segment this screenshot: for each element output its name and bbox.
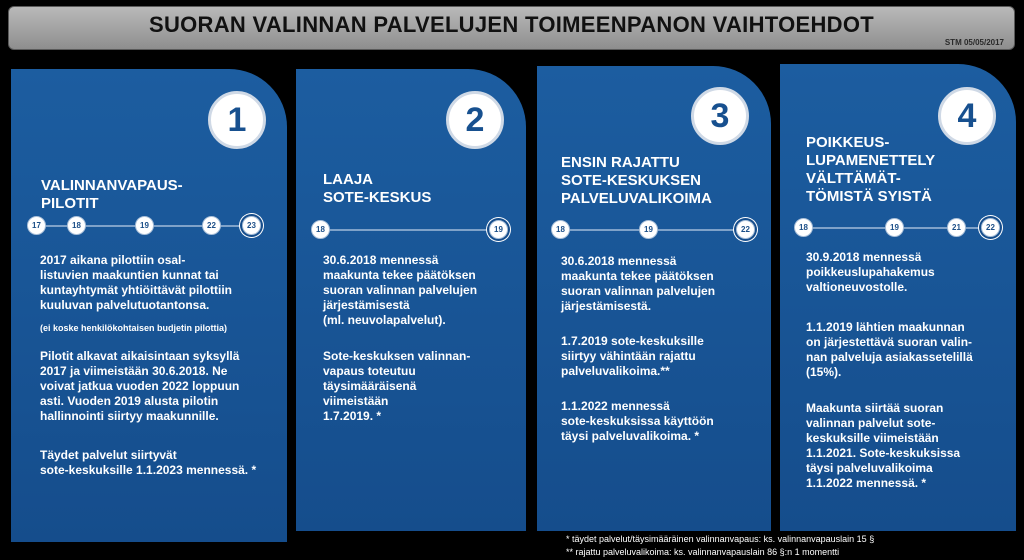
option-number-3: 3 xyxy=(691,87,749,145)
option-text: Sote-keskuksen valinnan- vapaus toteutuu täysimääräisenä viimeistään 1.7.2019. * xyxy=(323,349,471,423)
option-heading-2: LAAJA SOTE-KESKUS xyxy=(323,171,432,206)
option-heading-4: POIKKEUS- LUPAMENETTELY VÄLTTÄMÄT- TÖMISTÄ SYISTÄ xyxy=(806,134,936,205)
option-text: 1.1.2022 mennessä sote-keskuksissa käyttöön täysi palveluvalikoima. * xyxy=(561,399,714,443)
timeline-tick: 22 xyxy=(202,216,221,235)
timeline-tick: 18 xyxy=(551,220,570,239)
timeline-tick: 19 xyxy=(489,220,508,239)
page-title: SUORAN VALINNAN PALVELUJEN TOIMEENPANON VAIHTOEHDOT xyxy=(148,12,875,37)
timeline-tick: 18 xyxy=(67,216,86,235)
footnote: * täydet palvelut/täysimääräinen valinnanvapaus: ks. valinnanvapauslain 15 § xyxy=(566,534,875,544)
option-number-4: 4 xyxy=(938,87,996,145)
option-heading-3: ENSIN RAJATTU SOTE-KESKUKSEN PALVELUVALIKOIMA xyxy=(561,154,712,207)
timeline-tick: 18 xyxy=(794,218,813,237)
timeline-tick: 22 xyxy=(736,220,755,239)
option-number-1: 1 xyxy=(208,91,266,149)
option-heading-1: VALINNANVAPAUS- PILOTIT xyxy=(41,177,183,212)
card-option-4 xyxy=(780,64,1016,531)
timeline-tick: 19 xyxy=(639,220,658,239)
card-option-2 xyxy=(296,69,526,531)
card-option-1 xyxy=(11,69,287,542)
option-text: Pilotit alkavat aikaisintaan syksyllä 2017 ja viimeistään 30.6.2018. Ne voivat jatkua vuoden 2022 loppuun asti. Vuoden 2019 alusta pilotin hallinnointi siirtyy maakunnille. xyxy=(40,349,240,423)
title-bar xyxy=(8,6,1015,50)
option-text: 2017 aikana pilottiin osal- listuvien maakuntien kunnat tai kuntayhtymät yhtiöittävät pilottiin kuuluvan palvelutuotantonsa. xyxy=(40,253,233,312)
option-text: 30.6.2018 mennessä maakunta tekee päätöksen suoran valinnan palvelujen järjestämisestä (ml. neuvolapalvelut). xyxy=(323,253,478,327)
option-text: 1.7.2019 sote-keskuksille siirtyy vähintään rajattu palveluvalikoima.** xyxy=(561,334,704,378)
timeline-tick: 23 xyxy=(242,216,261,235)
timeline-tick: 17 xyxy=(27,216,46,235)
option-text: 30.9.2018 mennessä poikkeuslupahakemus valtioneuvostolle. xyxy=(806,250,935,294)
timeline-tick: 19 xyxy=(885,218,904,237)
option-note: (ei koske henkilökohtaisen budjetin pilottia) xyxy=(40,323,228,333)
timeline-tick: 22 xyxy=(981,218,1000,237)
option-text: Täydet palvelut siirtyvät sote-keskuksille 1.1.2023 mennessä. * xyxy=(40,448,257,477)
date-stamp: STM 05/05/2017 xyxy=(944,38,1004,47)
timeline-tick: 19 xyxy=(135,216,154,235)
option-text: 1.1.2019 lähtien maakunnan on järjestettävä suoran valin- nan palveluja asiakassetelillä (15%). xyxy=(806,320,973,379)
timeline-tick: 18 xyxy=(311,220,330,239)
card-option-3 xyxy=(537,66,771,531)
footnote: ** rajattu palveluvalikoima: ks. valinnanvapauslain 86 §:n 1 momentti xyxy=(566,547,840,557)
timeline-tick: 21 xyxy=(947,218,966,237)
option-number-2: 2 xyxy=(446,91,504,149)
option-text: Maakunta siirtää suoran valinnan palvelut sote- keskuksille viimeistään 1.1.2021. Sote-keskuksissa täysi palveluvalikoima 1.1.2022 mennessä. * xyxy=(806,401,961,490)
option-text: 30.6.2018 mennessä maakunta tekee päätöksen suoran valinnan palvelujen järjestämisestä. xyxy=(561,254,716,313)
timeline-line-2 xyxy=(318,229,508,231)
